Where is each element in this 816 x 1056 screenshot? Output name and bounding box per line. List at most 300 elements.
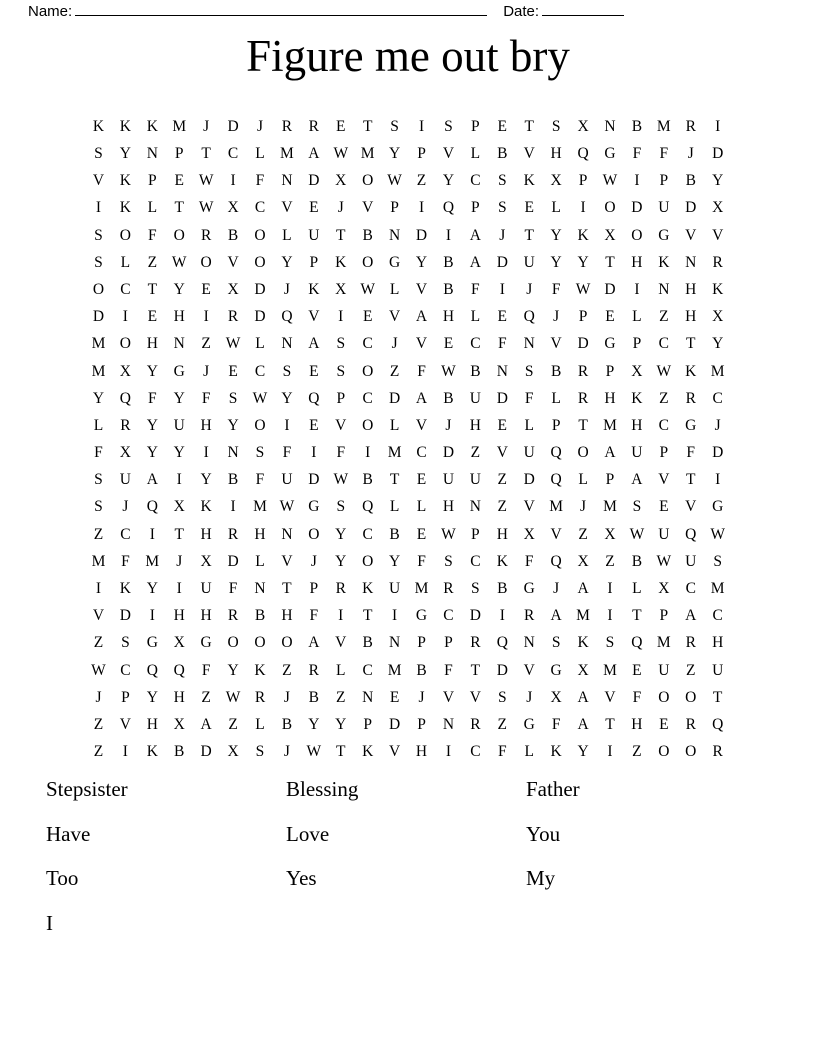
grid-letter[interactable]: J	[687, 145, 694, 163]
grid-letter[interactable]: F	[121, 552, 130, 570]
grid-letter[interactable]: C	[254, 199, 266, 217]
grid-letter[interactable]: P	[578, 308, 588, 326]
grid-letter[interactable]: V	[389, 308, 401, 326]
grid-letter[interactable]: Y	[442, 172, 455, 190]
grid-letter[interactable]: K	[577, 634, 589, 652]
grid-letter[interactable]: E	[201, 280, 211, 298]
grid-letter[interactable]: C	[254, 362, 266, 380]
grid-letter[interactable]: O	[308, 525, 320, 543]
grid-letter[interactable]: S	[605, 634, 615, 652]
grid-letter[interactable]: U	[442, 471, 455, 489]
grid-letter[interactable]: K	[119, 580, 131, 598]
grid-letter[interactable]: J	[95, 688, 102, 706]
grid-letter[interactable]: L	[470, 145, 481, 163]
grid-letter[interactable]: S	[255, 444, 265, 462]
grid-letter[interactable]: N	[658, 280, 670, 298]
grid-letter[interactable]: X	[631, 362, 643, 380]
grid-letter[interactable]: T	[605, 715, 615, 733]
grid-letter[interactable]: T	[712, 688, 723, 706]
grid-letter[interactable]: C	[685, 580, 696, 598]
grid-letter[interactable]: Y	[389, 145, 401, 163]
grid-letter[interactable]: Q	[496, 634, 508, 652]
grid-letter[interactable]: L	[255, 552, 265, 570]
grid-letter[interactable]: S	[282, 362, 292, 380]
grid-letter[interactable]: I	[392, 607, 398, 625]
grid-letter[interactable]: C	[362, 661, 373, 679]
grid-letter[interactable]: Y	[281, 389, 293, 407]
grid-letter[interactable]: E	[416, 525, 427, 543]
grid-letter[interactable]: F	[686, 444, 696, 462]
grid-letter[interactable]: I	[338, 607, 344, 625]
grid-letter[interactable]: V	[442, 688, 455, 706]
grid-letter[interactable]: N	[281, 335, 293, 353]
grid-letter[interactable]: S	[471, 580, 480, 598]
grid-letter[interactable]: I	[634, 172, 640, 190]
grid-letter[interactable]: R	[577, 389, 589, 407]
grid-letter[interactable]: Y	[550, 253, 562, 271]
grid-letter[interactable]: G	[389, 253, 401, 271]
grid-letter[interactable]: I	[499, 607, 505, 625]
grid-letter[interactable]: U	[658, 661, 670, 679]
grid-letter[interactable]: W	[279, 498, 295, 516]
grid-letter[interactable]: K	[119, 172, 131, 190]
grid-letter[interactable]: M	[414, 580, 429, 598]
grid-letter[interactable]: H	[442, 308, 455, 326]
grid-letter[interactable]: B	[254, 607, 266, 625]
grid-letter[interactable]: Z	[336, 688, 346, 706]
grid-letter[interactable]: O	[200, 253, 212, 271]
grid-letter[interactable]: L	[336, 661, 346, 679]
grid-letter[interactable]: Z	[578, 525, 588, 543]
grid-letter[interactable]: Z	[228, 715, 238, 733]
grid-letter[interactable]: J	[714, 416, 721, 434]
grid-letter[interactable]: Y	[146, 362, 158, 380]
grid-letter[interactable]: G	[604, 335, 616, 353]
grid-letter[interactable]: Q	[550, 471, 562, 489]
word-list-item[interactable]: Stepsister	[46, 777, 128, 801]
grid-letter[interactable]: Q	[631, 634, 643, 652]
grid-letter[interactable]: R	[712, 743, 723, 761]
grid-letter[interactable]: F	[444, 661, 453, 679]
grid-letter[interactable]: A	[577, 715, 589, 733]
grid-letter[interactable]: S	[255, 743, 265, 761]
word-list-item[interactable]: Yes	[286, 866, 317, 890]
grid-letter[interactable]: H	[712, 634, 724, 652]
grid-letter[interactable]: R	[281, 117, 293, 135]
grid-letter[interactable]: G	[173, 362, 185, 380]
grid-letter[interactable]: B	[174, 743, 185, 761]
grid-letter[interactable]: H	[631, 416, 643, 434]
grid-letter[interactable]: Y	[200, 471, 212, 489]
grid-letter[interactable]: T	[201, 145, 211, 163]
grid-letter[interactable]: L	[120, 253, 131, 271]
grid-letter[interactable]: C	[470, 743, 481, 761]
grid-letter[interactable]: J	[176, 552, 183, 570]
grid-letter[interactable]: T	[470, 661, 481, 679]
grid-letter[interactable]: A	[631, 471, 643, 489]
grid-letter[interactable]: H	[631, 715, 643, 733]
grid-letter[interactable]: P	[471, 525, 480, 543]
grid-letter[interactable]: P	[390, 199, 399, 217]
grid-letter[interactable]: I	[122, 308, 128, 326]
grid-letter[interactable]: K	[712, 280, 724, 298]
grid-letter[interactable]: Z	[605, 552, 615, 570]
grid-letter[interactable]: E	[659, 715, 669, 733]
grid-letter[interactable]: U	[281, 471, 293, 489]
grid-letter[interactable]: U	[658, 199, 670, 217]
grid-letter[interactable]: F	[228, 580, 238, 598]
grid-letter[interactable]: E	[605, 308, 615, 326]
grid-letter[interactable]: O	[631, 226, 643, 244]
grid-letter[interactable]: Z	[389, 362, 400, 380]
grid-letter[interactable]: Z	[470, 444, 481, 462]
grid-letter[interactable]: X	[577, 117, 589, 135]
grid-letter[interactable]: H	[604, 389, 616, 407]
grid-letter[interactable]: V	[712, 226, 724, 244]
grid-letter[interactable]: Y	[146, 580, 158, 598]
grid-letter[interactable]: J	[553, 308, 560, 326]
grid-letter[interactable]: V	[92, 172, 105, 190]
grid-letter[interactable]: O	[254, 634, 266, 652]
grid-letter[interactable]: Y	[335, 552, 347, 570]
grid-letter[interactable]: J	[499, 226, 506, 244]
grid-letter[interactable]: X	[200, 552, 212, 570]
grid-letter[interactable]: A	[469, 253, 481, 271]
grid-letter[interactable]: P	[121, 688, 130, 706]
grid-letter[interactable]: A	[146, 471, 158, 489]
grid-letter[interactable]: Q	[146, 661, 158, 679]
grid-letter[interactable]: A	[469, 226, 481, 244]
grid-letter[interactable]: I	[122, 743, 128, 761]
grid-letter[interactable]: O	[227, 634, 239, 652]
grid-letter[interactable]: C	[658, 416, 669, 434]
grid-letter[interactable]: I	[284, 416, 290, 434]
grid-letter[interactable]: V	[415, 416, 428, 434]
grid-letter[interactable]: G	[658, 226, 670, 244]
grid-letter[interactable]: K	[362, 580, 374, 598]
grid-letter[interactable]: T	[282, 580, 292, 598]
grid-letter[interactable]: X	[712, 199, 724, 217]
grid-letter[interactable]: V	[227, 253, 239, 271]
grid-letter[interactable]: Q	[577, 145, 589, 163]
grid-letter[interactable]: L	[524, 416, 534, 434]
grid-letter[interactable]: Z	[686, 661, 696, 679]
grid-letter[interactable]: M	[710, 362, 725, 380]
grid-letter[interactable]: B	[497, 580, 508, 598]
grid-letter[interactable]: L	[470, 308, 481, 326]
grid-letter[interactable]: H	[200, 416, 212, 434]
grid-letter[interactable]: Q	[281, 308, 293, 326]
grid-letter[interactable]: P	[659, 172, 669, 190]
word-list-item[interactable]: Too	[46, 866, 79, 890]
grid-letter[interactable]: J	[526, 280, 533, 298]
grid-letter[interactable]: I	[445, 226, 452, 244]
grid-letter[interactable]: R	[685, 117, 696, 135]
grid-letter[interactable]: P	[578, 172, 588, 190]
grid-letter[interactable]: O	[658, 688, 670, 706]
grid-letter[interactable]: C	[470, 552, 481, 570]
grid-letter[interactable]: H	[281, 607, 293, 625]
grid-letter[interactable]: P	[551, 416, 561, 434]
grid-letter[interactable]: A	[415, 389, 428, 407]
grid-letter[interactable]: K	[631, 389, 643, 407]
grid-letter[interactable]: X	[119, 444, 131, 462]
grid-letter[interactable]: S	[94, 145, 103, 163]
grid-letter[interactable]: O	[362, 362, 374, 380]
grid-letter[interactable]: K	[685, 362, 697, 380]
grid-letter[interactable]: W	[629, 525, 645, 543]
grid-letter[interactable]: X	[604, 226, 616, 244]
grid-letter[interactable]: M	[253, 498, 267, 516]
grid-letter[interactable]: K	[200, 498, 212, 516]
grid-letter[interactable]: B	[631, 552, 643, 570]
grid-letter[interactable]: E	[497, 308, 508, 326]
grid-letter[interactable]: Y	[415, 253, 428, 271]
grid-letter[interactable]: L	[389, 416, 400, 434]
grid-letter[interactable]: P	[605, 362, 615, 380]
grid-letter[interactable]: O	[658, 743, 670, 761]
grid-letter[interactable]: Q	[173, 661, 185, 679]
grid-letter[interactable]: Z	[497, 715, 508, 733]
grid-letter[interactable]: C	[120, 525, 131, 543]
grid-letter[interactable]: U	[389, 580, 401, 598]
grid-letter[interactable]: F	[497, 335, 507, 353]
grid-letter[interactable]: M	[91, 335, 106, 353]
grid-letter[interactable]: D	[712, 145, 724, 163]
grid-letter[interactable]: G	[604, 145, 616, 163]
grid-letter[interactable]: Y	[389, 552, 401, 570]
grid-letter[interactable]: N	[604, 117, 616, 135]
grid-letter[interactable]: L	[632, 308, 642, 326]
grid-letter[interactable]: M	[145, 552, 160, 570]
grid-letter[interactable]: W	[252, 389, 268, 407]
grid-letter[interactable]: H	[146, 335, 158, 353]
grid-letter[interactable]: V	[685, 226, 697, 244]
grid-letter[interactable]: H	[550, 145, 562, 163]
grid-letter[interactable]: K	[362, 743, 374, 761]
grid-letter[interactable]: I	[230, 172, 236, 190]
grid-letter[interactable]: V	[604, 688, 616, 706]
grid-letter[interactable]: Y	[577, 253, 589, 271]
grid-letter[interactable]: N	[389, 226, 401, 244]
grid-letter[interactable]: I	[418, 117, 425, 135]
grid-letter[interactable]: R	[443, 580, 454, 598]
grid-letter[interactable]: U	[631, 444, 643, 462]
grid-letter[interactable]: J	[445, 416, 452, 434]
grid-letter[interactable]: E	[497, 416, 508, 434]
grid-letter[interactable]: T	[686, 335, 696, 353]
grid-letter[interactable]: Z	[93, 634, 104, 652]
grid-letter[interactable]: D	[496, 253, 508, 271]
grid-letter[interactable]: F	[471, 280, 480, 298]
grid-letter[interactable]: W	[710, 525, 725, 543]
grid-letter[interactable]: F	[632, 688, 642, 706]
grid-letter[interactable]: E	[362, 308, 373, 326]
grid-letter[interactable]: P	[471, 199, 480, 217]
grid-letter[interactable]: C	[443, 607, 454, 625]
grid-letter[interactable]: Y	[712, 172, 724, 190]
grid-letter[interactable]: C	[658, 335, 669, 353]
grid-letter[interactable]: P	[417, 634, 426, 652]
grid-letter[interactable]: K	[523, 172, 535, 190]
grid-letter[interactable]: V	[415, 280, 428, 298]
grid-letter[interactable]: B	[308, 688, 319, 706]
grid-letter[interactable]: B	[227, 226, 239, 244]
grid-letter[interactable]: N	[523, 335, 535, 353]
grid-letter[interactable]: B	[497, 145, 508, 163]
grid-letter[interactable]: S	[497, 688, 507, 706]
grid-letter[interactable]: V	[281, 552, 293, 570]
grid-letter[interactable]: D	[496, 389, 508, 407]
grid-letter[interactable]: Q	[308, 389, 320, 407]
grid-letter[interactable]: V	[92, 607, 105, 625]
grid-letter[interactable]: Y	[550, 226, 562, 244]
grid-letter[interactable]: A	[308, 634, 320, 652]
grid-letter[interactable]: D	[523, 471, 535, 489]
grid-letter[interactable]: T	[389, 471, 400, 489]
grid-letter[interactable]: Y	[173, 444, 185, 462]
grid-letter[interactable]: Z	[497, 471, 508, 489]
grid-letter[interactable]: M	[172, 117, 187, 135]
grid-letter[interactable]: L	[389, 280, 400, 298]
grid-letter[interactable]: I	[95, 199, 102, 217]
grid-letter[interactable]: N	[281, 525, 293, 543]
grid-letter[interactable]: R	[470, 634, 481, 652]
grid-letter[interactable]: H	[685, 308, 697, 326]
grid-letter[interactable]: B	[362, 471, 373, 489]
grid-letter[interactable]: Q	[523, 308, 535, 326]
grid-letter[interactable]: S	[94, 253, 103, 271]
grid-letter[interactable]: I	[176, 471, 182, 489]
grid-letter[interactable]: R	[685, 389, 696, 407]
grid-letter[interactable]: C	[120, 661, 131, 679]
grid-letter[interactable]: K	[119, 199, 131, 217]
grid-letter[interactable]: I	[149, 607, 155, 625]
grid-letter[interactable]: D	[227, 117, 239, 135]
grid-letter[interactable]: Q	[442, 199, 455, 217]
grid-letter[interactable]: M	[710, 580, 725, 598]
grid-letter[interactable]: P	[605, 471, 615, 489]
grid-letter[interactable]: Z	[282, 661, 292, 679]
grid-letter[interactable]: D	[631, 199, 643, 217]
grid-letter[interactable]: K	[335, 253, 347, 271]
grid-letter[interactable]: R	[308, 117, 319, 135]
grid-letter[interactable]: K	[119, 117, 131, 135]
grid-letter[interactable]: E	[524, 199, 534, 217]
grid-letter[interactable]: F	[497, 743, 507, 761]
grid-letter[interactable]: F	[659, 145, 669, 163]
grid-letter[interactable]: P	[471, 117, 480, 135]
grid-letter[interactable]: B	[550, 362, 562, 380]
grid-letter[interactable]: W	[225, 688, 241, 706]
grid-letter[interactable]: V	[335, 634, 347, 652]
grid-letter[interactable]: I	[607, 580, 613, 598]
grid-letter[interactable]: D	[685, 199, 697, 217]
grid-letter[interactable]: H	[200, 607, 212, 625]
grid-letter[interactable]: V	[119, 715, 131, 733]
grid-letter[interactable]: D	[604, 280, 616, 298]
grid-letter[interactable]: V	[550, 335, 562, 353]
grid-letter[interactable]: R	[685, 634, 696, 652]
grid-letter[interactable]: H	[146, 715, 158, 733]
grid-letter[interactable]: Z	[659, 308, 669, 326]
grid-letter[interactable]: F	[336, 444, 346, 462]
grid-letter[interactable]: F	[255, 172, 265, 190]
grid-letter[interactable]: H	[496, 525, 508, 543]
grid-letter[interactable]: B	[362, 634, 373, 652]
grid-letter[interactable]: J	[203, 362, 210, 380]
grid-letter[interactable]: Z	[93, 525, 104, 543]
grid-letter[interactable]: Q	[146, 498, 158, 516]
grid-letter[interactable]: X	[658, 580, 670, 598]
grid-letter[interactable]: H	[469, 416, 481, 434]
grid-letter[interactable]: H	[442, 498, 455, 516]
grid-letter[interactable]: P	[659, 444, 669, 462]
grid-letter[interactable]: Q	[119, 389, 131, 407]
grid-letter[interactable]: F	[94, 444, 103, 462]
grid-letter[interactable]: F	[147, 389, 157, 407]
grid-letter[interactable]: T	[524, 226, 534, 244]
grid-letter[interactable]: W	[91, 661, 106, 679]
grid-letter[interactable]: U	[685, 552, 697, 570]
grid-letter[interactable]: M	[549, 498, 564, 516]
grid-letter[interactable]: Y	[146, 688, 158, 706]
grid-letter[interactable]: L	[389, 498, 400, 516]
grid-letter[interactable]: B	[685, 172, 696, 190]
grid-letter[interactable]: N	[469, 498, 481, 516]
grid-letter[interactable]: X	[227, 743, 239, 761]
grid-letter[interactable]: U	[308, 226, 320, 244]
grid-letter[interactable]: H	[173, 688, 185, 706]
grid-letter[interactable]: C	[416, 444, 427, 462]
grid-letter[interactable]: X	[577, 661, 589, 679]
grid-letter[interactable]: P	[363, 715, 372, 733]
grid-letter[interactable]: U	[523, 444, 535, 462]
grid-letter[interactable]: I	[203, 308, 209, 326]
grid-letter[interactable]: D	[577, 335, 589, 353]
grid-letter[interactable]: R	[227, 607, 239, 625]
grid-letter[interactable]: Y	[146, 444, 158, 462]
grid-letter[interactable]: Q	[712, 715, 724, 733]
date-write-in-line[interactable]	[542, 2, 624, 16]
grid-letter[interactable]: C	[470, 172, 481, 190]
grid-letter[interactable]: X	[712, 308, 724, 326]
grid-letter[interactable]: P	[147, 172, 157, 190]
grid-letter[interactable]: G	[146, 634, 158, 652]
grid-letter[interactable]: I	[176, 580, 182, 598]
grid-letter[interactable]: V	[281, 199, 293, 217]
grid-letter[interactable]: E	[659, 498, 669, 516]
grid-letter[interactable]: I	[203, 444, 209, 462]
grid-letter[interactable]: I	[445, 743, 452, 761]
grid-letter[interactable]: A	[577, 580, 589, 598]
grid-letter[interactable]: Q	[685, 525, 697, 543]
grid-letter[interactable]: L	[551, 199, 561, 217]
grid-letter[interactable]: X	[173, 634, 185, 652]
grid-letter[interactable]: N	[496, 362, 508, 380]
grid-letter[interactable]: S	[551, 117, 561, 135]
grid-letter[interactable]: F	[309, 607, 319, 625]
grid-letter[interactable]: W	[306, 743, 322, 761]
word-list-item[interactable]: Love	[286, 821, 330, 846]
grid-letter[interactable]: K	[92, 117, 105, 135]
grid-letter[interactable]: T	[605, 253, 615, 271]
grid-letter[interactable]: O	[685, 743, 697, 761]
word-list-item[interactable]: Father	[526, 777, 580, 801]
grid-letter[interactable]: D	[415, 226, 428, 244]
grid-letter[interactable]: S	[444, 117, 453, 135]
grid-letter[interactable]: N	[389, 634, 401, 652]
